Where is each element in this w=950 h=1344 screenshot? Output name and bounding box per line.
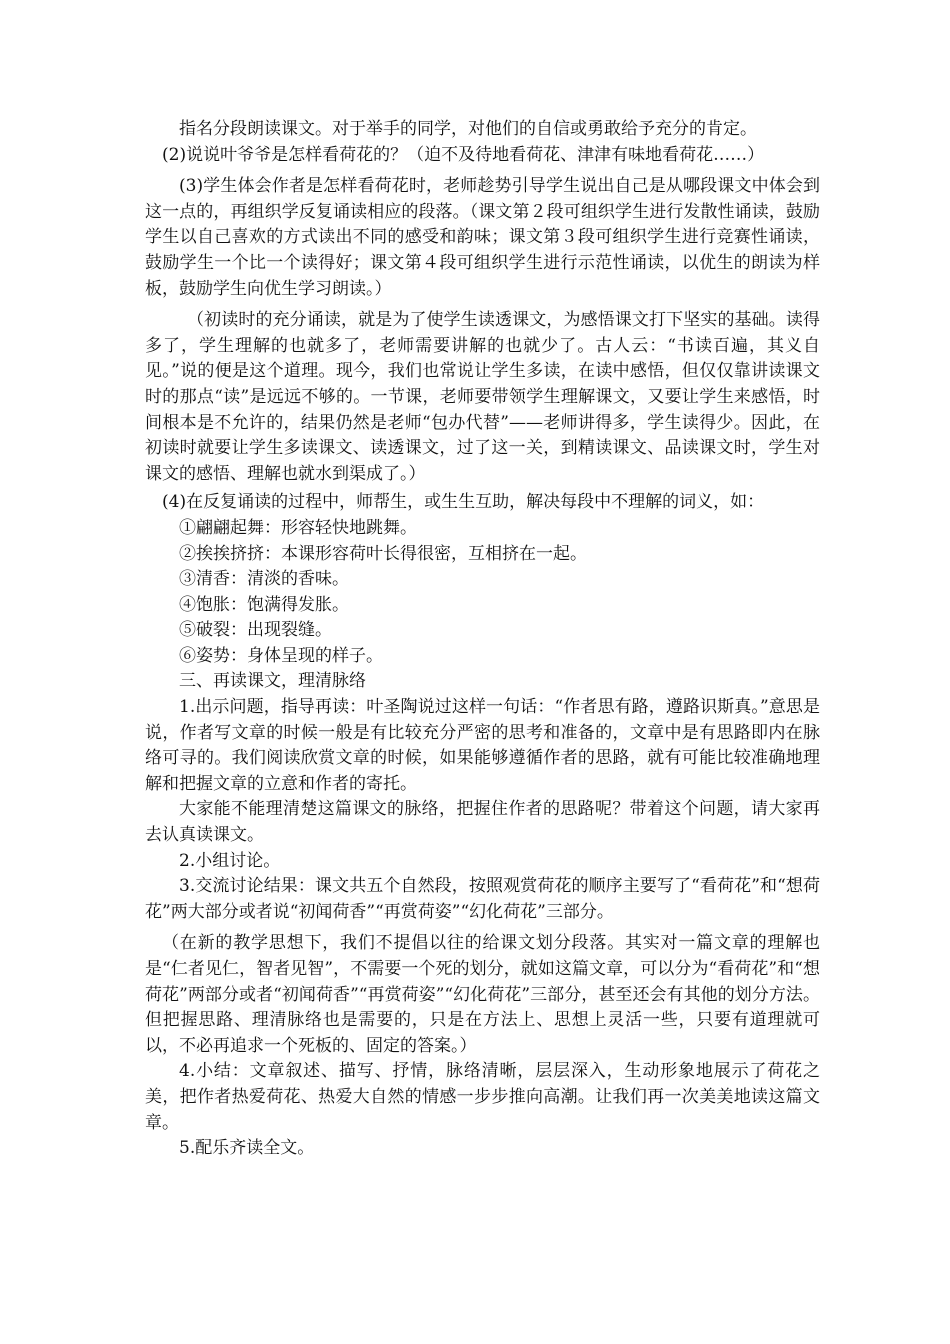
section-heading-reread: 三、再读课文，理清脉络 — [179, 671, 366, 692]
paragraph-question-4: (4)在反复诵读的过程中，师帮生，或生生互助，解决每段中不理解的词义，如： — [162, 492, 765, 513]
vocabulary-item: ⑥姿势：身体呈现的样子。 — [179, 645, 383, 666]
paragraph-question-2: (2)说说叶爷爷是怎样看荷花的？（迫不及待地看荷花、津津有味地看荷花……） — [162, 144, 765, 165]
vocabulary-item: ①翩翩起舞：形容轻快地跳舞。 — [179, 517, 417, 538]
paragraph-step-3: 3.交流讨论结果：课文共五个自然段，按照观赏荷花的顺序主要写了“看荷花”和“想荷花”两大部分或者说“初闻荷香”“再赏荷姿”“幻化荷花”三部分。 — [145, 876, 820, 922]
paragraph-step-2: 2.小组讨论。 — [179, 850, 281, 871]
paragraph-reading-note: （初读时的充分诵读，就是为了使学生读透课文，为感悟课文打下坚实的基础。读得多了，学生理解的也就多了，老师需要讲解的也就少了。古人云：“书读百遍，其义自见。”说的便是这个道理。现今，我们也常说让学生多读，在读中感悟，但仅仅靠讲读课文时的那点“读”是远远不够的。一节课，老师要带领学生理解课文，又要让学生来感悟，时间根本是不允许的，结果仍然是老师“包办代替”——老师讲得多，学生读得少。因此，在初读时就要让学生多读课文、读透课文，过了这一关，到精读课文、品读课文时，学生对课文的感悟、理解也就水到渠成了。） — [145, 310, 820, 484]
paragraph-division-note: （在新的教学思想下，我们不提倡以往的给课文划分段落。其实对一篇文章的理解也是“仁者见仁，智者见智”，不需要一个死的划分，就如这篇文章，可以分为“看荷花”和“想荷花”两部分或者“初闻荷香”“再赏荷姿”“幻化荷花”三部分，甚至还会有其他的划分方法。但把握思路、理清脉络也是需要的，只是在方法上、思想上灵活一些，只要有道理就可以，不必再追求一个死板的、固定的答案。） — [145, 933, 820, 1056]
vocabulary-item: ③清香：清淡的香味。 — [179, 569, 349, 590]
paragraph-read-aloud: 指名分段朗读课文。对于举手的同学，对他们的自信或勇敢给予充分的肯定。 — [179, 119, 757, 139]
vocabulary-list — [145, 516, 820, 670]
vocabulary-item: ⑤破裂：出现裂缝。 — [179, 620, 332, 641]
vocabulary-item: ④饱胀：饱满得发胀。 — [179, 594, 349, 615]
paragraph-step-5: 5.配乐齐读全文。 — [179, 1138, 315, 1159]
document-page — [145, 117, 820, 1162]
paragraph-question-3: (3)学生体会作者是怎样看荷花时，老师趁势引导学生说出自己是从哪段课文中体会到这一点的，再组织学反复诵读相应的段落。（课文第２段可组织学生进行发散性诵读，鼓励学生以自己喜欢的方式读出不同的感受和韵味；课文第３段可组织学生进行竞赛性诵读，鼓励学生一个比一个读得好；课文第４段可组织学生进行示范性诵读，以优生的朗读为样板，鼓励学生向优生学习朗读。） — [145, 176, 820, 299]
paragraph-think-prompt: 大家能不能理清楚这篇课文的脉络，把握住作者的思路呢？带着这个问题，请大家再去认真读课文。 — [145, 799, 820, 846]
paragraph-step-1: 1.出示问题，指导再读：叶圣陶说过这样一句话：“作者思有路，遵路识斯真。”意思是说，作者写文章的时候一般是有比较充分严密的思考和准备的，文章中是有思路即内在脉络可寻的。我们阅读欣赏文章的时候，如果能够遵循作者的思路，就有可能比较准确地理解和把握文章的立意和作者的寄托。 — [145, 697, 820, 794]
vocabulary-item: ②挨挨挤挤：本课形容荷叶长得很密，互相挤在一起。 — [179, 543, 587, 564]
paragraph-step-4: 4.小结：文章叙述、描写、抒情，脉络清晰，层层深入，生动形象地展示了荷花之美，把作者热爱荷花、热爱大自然的情感一步步推向高潮。让我们再一次美美地读这篇文章。 — [145, 1061, 820, 1133]
